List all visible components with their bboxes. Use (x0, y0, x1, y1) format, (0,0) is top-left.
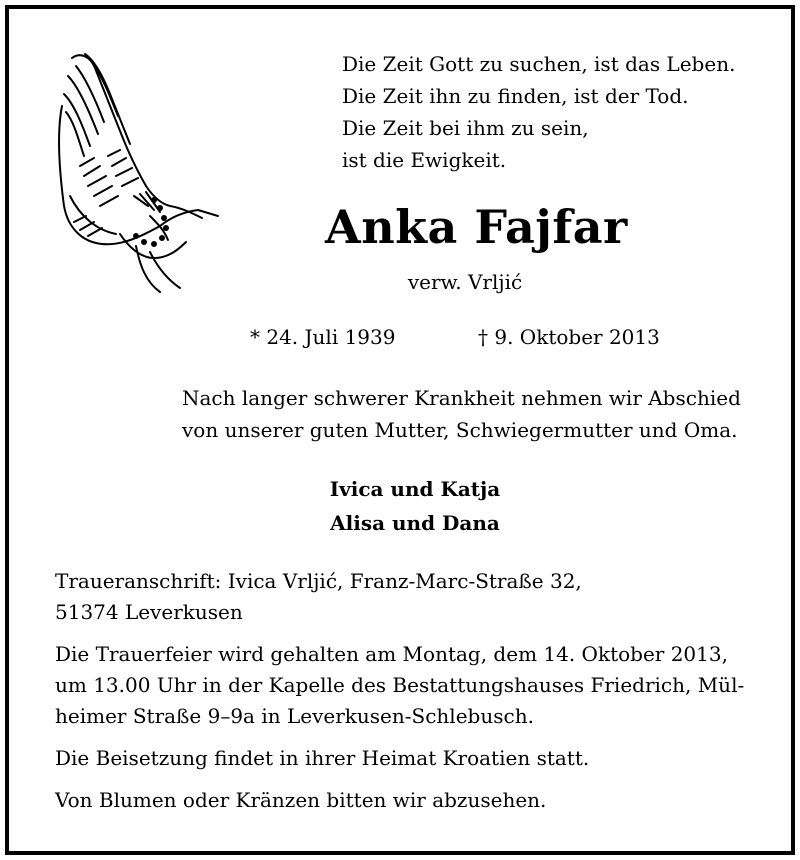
death-date: † 9. Oktober 2013 (478, 325, 660, 349)
verse-line: Die Zeit ihn zu finden, ist der Tod. (342, 84, 689, 108)
verse-line: Die Zeit Gott zu suchen, ist das Leben. (342, 52, 736, 76)
ceremony-line: heimer Straße 9–9a in Leverkusen-Schlebusch. (55, 704, 534, 728)
farewell-text (182, 382, 741, 446)
farewell-line: Nach langer schwerer Krankheit nehmen wir Abschied (182, 386, 741, 410)
address-line: Traueranschrift: Ivica Vrljić, Franz-Marc-Straße 32, (55, 569, 582, 593)
mourning-address (55, 566, 744, 628)
family-signatures (300, 472, 530, 540)
family-line: Alisa und Dana (330, 511, 500, 535)
family-line: Ivica und Katja (329, 477, 501, 501)
verse-line: Die Zeit bei ihm zu sein, (342, 116, 589, 140)
praying-hands-icon (50, 46, 225, 296)
ceremony-line: um 13.00 Uhr in der Kapelle des Bestattungshauses Friedrich, Mül- (55, 673, 745, 697)
ceremony-line: Die Trauerfeier wird gehalten am Montag, dem 14. Oktober 2013, (55, 642, 728, 666)
burial-line: Die Beisetzung findet in ihrer Heimat Kroatien statt. (55, 746, 590, 770)
address-line: 51374 Leverkusen (55, 600, 243, 624)
widowed-name: verw. Vrljić (407, 270, 523, 294)
deceased-name: Anka Fajfar (325, 200, 628, 254)
ceremony-notice (55, 639, 744, 732)
poem-verse (342, 48, 735, 176)
verse-line: ist die Ewigkeit. (342, 148, 507, 172)
farewell-line: von unserer guten Mutter, Schwiegermutter und Oma. (182, 418, 738, 442)
burial-notice (55, 743, 744, 774)
birth-date: * 24. Juli 1939 (250, 325, 396, 349)
funeral-info (55, 566, 744, 827)
flowers-notice (55, 785, 744, 816)
flowers-line: Von Blumen oder Kränzen bitten wir abzusehen. (55, 788, 547, 812)
